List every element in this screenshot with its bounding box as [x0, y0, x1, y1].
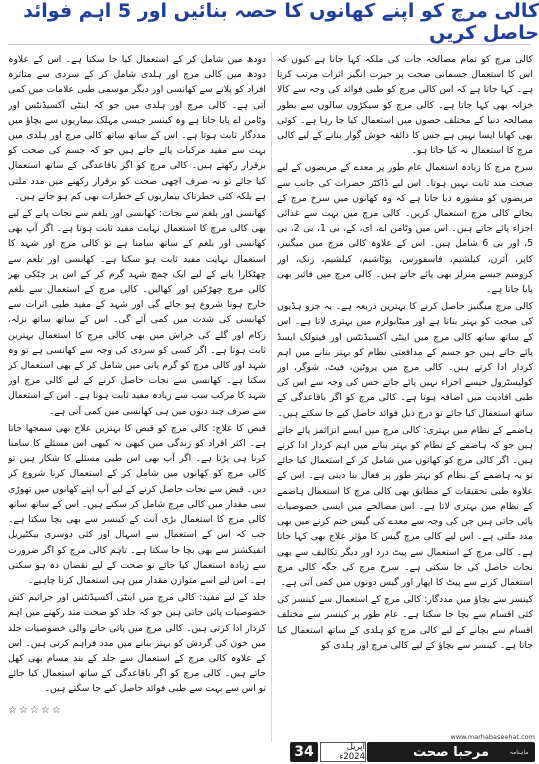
- paragraph: دودھ میں شامل کر کے استعمال کیا جا سکتا ہے۔ اس کے علاوہ دودھ میں کالی مرچ اور ہلدی شامل کر کے سردی سے متاثرہ افراد کو پلانے سے کھانسی اور دیگر موسمی طبی علامات میں کمی آتی ہے۔ کالی مرچ اور ہلدی میں جو کہ اینٹی آکسیڈنٹس اور وٹامن اے پایا جاتا ہے وہ کینسر جیسی مہلک بیماریوں سے بچاؤ میں مددگار ثابت ہوتا ہے۔ اس کے ساتھ ساتھ کالی مرچ اور ہلدی میں بہت سے مفید مرکبات پائے جاتے ہیں جو کہ جسم کی صحت کو برقرار رکھتے ہیں۔ کالی مرچ کو اگر باقاعدگی کے ساتھ استعمال کیا جائے تو نہ صرف اچھی صحت کو برقرار رکھنے میں مدد ملتی ہے بلکہ کئی خطرناک بیماریوں کے خطرات بھی کم ہو جاتے ہیں۔: [8, 54, 266, 202]
- right-column: [277, 52, 533, 742]
- website-url[interactable]: www.marhabaseehat.com: [450, 733, 535, 741]
- paragraph: جلد کے لیے مفید: کالی مرچ میں اینٹی آکسیڈنٹس اور جراثیم کش خصوصیات پائی جاتی ہیں جو کہ جلد کو صحت مند رکھنے میں اہم کردار ادا کرتی ہیں۔ کالی مرچ میں پائی جانے والی خصوصیات جلد میں خون کی گردش کو بہتر بنانے میں مدد فراہم کرتی ہیں۔ اس کے علاوہ کالی مرچ کے استعمال سے جلد کے بند مسام بھی کھل جاتے ہیں۔ کالی مرچ کو اگر باقاعدگی کے ساتھ استعمال کیا جائے تو اس سے بہت سے طبی فوائد حاصل کیے جا سکتے ہیں۔: [8, 592, 266, 695]
- monthly-label: ماہنامہ: [509, 748, 529, 756]
- page-number: 34: [290, 742, 318, 762]
- issue-date: اپریل 2024ء: [320, 742, 366, 762]
- paragraph: کینسر سے بچاؤ میں مددگار: کالی مرچ کے استعمال سے کینسر کی کئی اقسام سے بچا جا سکتا ہے۔ عام طور پر کینسر سے مختلف اقسام سے بچانے کے لیے کالی مرچ کو ہلدی کے ساتھ استعمال کیا جاتا ہے۔ کینسر سے بچاؤ کے لیے کالی مرچ اور ہلدی کو: [277, 594, 533, 651]
- article-headline: کالی مرچ کو اپنے کھانوں کا حصہ بنائیں اور 5 اہم فوائد حاصل کریں: [23, 0, 539, 44]
- headline-divider: [8, 44, 531, 45]
- column-divider: [271, 52, 272, 742]
- paragraph: سرخ مرچ کا زیادہ استعمال عام طور پر معدے کے مریضوں کے لیے صحت مند ثابت نہیں ہوتا۔ اس لیے ڈاکٹر حضرات کی جانب سے مریضوں کو مشورہ دیا جاتا ہے کہ وہ کھانوں میں سرخ مرچ کے بجائے کالی مرچ استعمال کریں۔ کالی مرچ میں بہت سے غذائی اجزاء پائے جاتے ہیں۔ اس میں وٹامن اے، ای، کے، بی 1، بی 2، بی 5، اور بی 6 شامل ہیں۔ اس کے علاوہ کالی مرچ میں میگنیز، کاپر، آئرن، کیلشیم، فاسفورس، پوٹاشیم، کیلشیم، زنک، اور کرومیم جیسے منرلز بھی پائے جاتے ہیں۔ کالی مرچ میں فائبر بھی پایا جاتا ہے۔: [277, 162, 533, 296]
- end-of-article-stars: ☆☆☆☆☆: [8, 704, 63, 716]
- paragraph: ہاضمے کے نظام میں بہتری: کالی مرچ میں ایسے انزائمز پائے جاتے ہیں جو کہ ہاضمے کے نظام کو بہتر بنانے میں اہم کردار ادا کرتے ہیں۔ اگر کالی مرچ کو کھانوں میں شامل کر کے استعمال کیا جائے تو یہ ہاضمے کے نظام کو بہتر طور پر فعال بنا دیتی ہے۔ اس کے علاوہ طبی تحقیقات کے مطابق بھی کالی مرچ کا استعمال ہاضمے کے نظام میں بہتری لاتا ہے۔ اس مصالحے میں ایسی خصوصیات پائی جاتی ہیں جن کی وجہ سے معدے کی گیس ختم کرنے میں بھی مدد ملتی ہے۔ اس لیے کالی مرچ گیس کا مؤثر علاج بھی کہا جاتا ہے۔ کالی مرچ کے استعمال سے پیٹ درد اور دیگر تکالیف سے بھی نجات حاصل کی جا سکتی ہے۔ سرخ مرچ کی جگہ کالی مرچ استعمال کرنے سے پیٹ کا اپھار اور گیس دونوں میں کمی آتی ہے۔: [277, 424, 533, 588]
- paragraph: قبض کا علاج: کالی مرچ کو قبض کا بہترین علاج بھی سمجھا جاتا ہے۔ اکثر افراد کو زندگی میں کبھی نہ کبھی اس مسئلے کا سامنا کرنا ہی پڑتا ہے۔ اگر آپ بھی اس طبی مسئلے کا شکار ہیں تو کالی مرچ کو کھانوں میں شامل کر کے استعمال کرنا شروع کر دیں۔ قبض سے نجات حاصل کرنے کے لیے آپ اپنے کھانوں میں تھوڑی سی مقدار میں کالی مرچ شامل کر سکتے ہیں۔ اس کے ساتھ ساتھ کالی مرچ کا استعمال بڑی آنت کے کینسر سے بھی بچا سکتا ہے۔ جب کہ اس کے استعمال سے اسہال اور کئی دوسری بیکٹیریل انفیکشنز سے بھی بچا جا سکتا ہے۔ تاہم کالی مرچ کو اگر ضرورت سے زیادہ استعمال کیا جائے تو صحت کے لیے نقصان دہ ہو سکتی ہے۔ اس لیے اسے متوازن مقدار میں ہی استعمال کرنا چاہیے۔: [8, 422, 266, 586]
- left-column: [8, 52, 266, 742]
- magazine-masthead: مرحبا صحت: [413, 744, 489, 760]
- paragraph: کالی مرچ میگنیز حاصل کرنے کا بہترین ذریعہ ہے۔ یہ جزو ہڈیوں کی صحت کو بہتر بناتا ہے اور میٹابولزم میں بہتری لاتا ہے۔ اس کے ساتھ ساتھ کالی مرچ میں اینٹی آکسیڈنٹس اور فینولک ایسڈ پائے جاتے ہیں جو جسم کے مدافعتی نظام کو بہتر بنانے میں اہم کردار ادا کرتے ہیں۔ کالی مرچ میں پروٹین، فیٹ، شوگر، اور کولیسٹرول جیسے اجزاء نہیں پائے جاتے جس کی وجہ سے اس کی طبی افادیت میں اضافہ ہوتا ہے۔ کالی مرچ کو اگر باقاعدگی کے ساتھ استعمال کیا جائے تو درج ذیل فوائد حاصل کیے جا سکتے ہیں۔: [277, 301, 533, 419]
- paragraph: کھانسی اور بلغم سے نجات: کھانسی اور بلغم سے نجات پانے کے لیے بھی کالی مرچ کا استعمال نہایت مفید ثابت ہوتا ہے۔ اگر آپ بھی کھانسی اور بلغم کے ساتھ سامنا ہے تو کالی مرچ اور شہد کا استعمال نہایت مفید ثابت ہو سکتا ہے۔ کھانسی اور بلغم سے چھٹکارا پانے کے لیے ایک چمچ شہد گرم کر کے اس پر چٹکی بھر کالی مرچ چھڑکیں اور کھالیں۔ کالی مرچ کے استعمال سے بلغم خارج ہونا شروع ہو جائے گی اور شہد کے مفید طبی اثرات سے کھانسی کی شدت میں کمی آئے گی۔ اس کے ساتھ ساتھ نزلہ، زکام اور گلے کی خراش میں بھی کالی مرچ کا استعمال بہترین ثابت ہوتا ہے۔ اگر کسی کو سردی کی وجہ سے کھانسی ہے تو وہ شہد اور کالی مرچ کو گرم پانی میں شامل کر کے بھی استعمال کر سکتا ہے۔ کھانسی سے نجات حاصل کرنے کے لیے کالی مرچ اور شہد کا مرکب سب سے زیادہ مفید ثابت ہوتا ہے۔ اس کے استعمال سے صرف چند دنوں میں ہی کھانسی میں کمی آتی ہے۔: [8, 208, 266, 417]
- article-body: [0, 52, 539, 742]
- page-footer: [290, 733, 535, 762]
- paragraph: کالی مرچ کو تمام مصالحہ جات کی ملکہ کہا جاتا ہے کیوں کہ اس کا استعمال جسمانی صحت پر حیرت انگیز اثرات مرتب کرتا ہے۔ کہا جاتا ہے کہ اس کالی مرچ کو طبی فوائد کی وجہ سے کالا خزانہ بھی کہا جاتا ہے۔ کالی مرچ کو سیکڑوں سالوں سے بطور مصالحہ دنیا کے مختلف حصوں میں استعمال کیا جا رہا ہے۔ کوئی بھی کھانا ایسا نہیں ہے جس کا ذائقہ خوش گوار بنانے کے لیے کالی مرچ کا استعمال نہ کیا جاتا ہو۔: [277, 54, 533, 157]
